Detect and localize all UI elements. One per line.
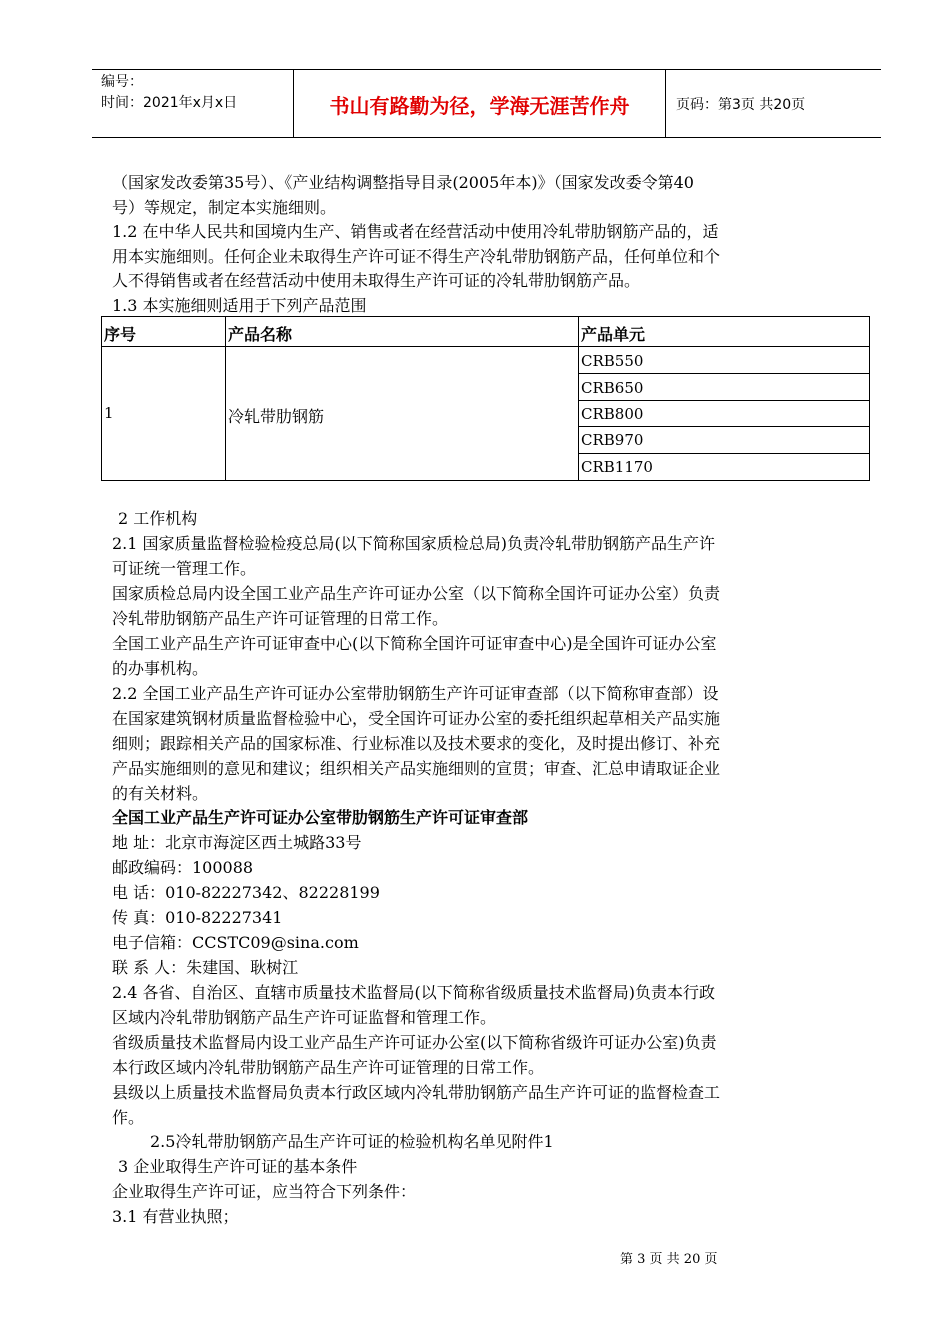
paragraph-line: 1.2 在中华人民共和国境内生产、销售或者在经营活动中使用冷轧带肋钢筋产品的，适 bbox=[112, 222, 719, 241]
header-page-label: 页码：第3页 共20页 bbox=[676, 97, 806, 113]
page-footer: 第 3 页 共 20 页 bbox=[620, 1252, 718, 1267]
table-cell-no: 1 bbox=[104, 404, 114, 422]
paragraph-line: 人不得销售或者在经营活动中使用未取得生产许可证的冷轧带肋钢筋产品。 bbox=[112, 271, 641, 290]
paragraph-line: 3.1 有营业执照； bbox=[112, 1207, 239, 1226]
paragraph-line: 2.1 国家质量监督检验检疫总局(以下简称国家质检总局)负责冷轧带肋钢筋产品生产许 bbox=[112, 534, 716, 553]
table-cell-unit: CRB1170 bbox=[581, 458, 653, 476]
number-label: 编号： bbox=[101, 74, 143, 90]
page-header bbox=[92, 69, 881, 138]
table-cell-name: 冷轧带肋钢筋 bbox=[228, 407, 325, 426]
paragraph-line: 国家质检总局内设全国工业产品生产许可证办公室（以下简称全国许可证办公室）负责 bbox=[112, 584, 721, 603]
table-cell-unit: CRB800 bbox=[581, 405, 644, 423]
paragraph-line: （国家发改委第35号）、《产业结构调整指导目录(2005年本)》（国家发改委令第40 bbox=[112, 173, 694, 192]
paragraph-line: 2.4 各省、自治区、直辖市质量技术监督局(以下简称省级质量技术监督局)负责本行政 bbox=[112, 983, 716, 1002]
section-heading: 2 工作机构 bbox=[118, 509, 198, 528]
paragraph-line: 作。 bbox=[112, 1108, 145, 1127]
paragraph-line: 本行政区域内冷轧带肋钢筋产品生产许可证管理的日常工作。 bbox=[112, 1058, 545, 1077]
paragraph-line: 全国工业产品生产许可证审查中心(以下简称全国许可证审查中心)是全国许可证办公室 bbox=[112, 634, 717, 653]
paragraph-line: 的有关材料。 bbox=[112, 784, 209, 803]
paragraph-line: 1.3 本实施细则适用于下列产品范围 bbox=[112, 296, 367, 315]
motto: 书山有路勤为径，学海无涯苦作舟 bbox=[329, 94, 630, 118]
table-cell-unit: CRB970 bbox=[581, 431, 644, 449]
product-table bbox=[101, 316, 870, 481]
phone-line: 电 话：010-82227342、82228199 bbox=[112, 883, 380, 902]
paragraph-line: 细则；跟踪相关产品的国家标准、行业标准以及技术要求的变化，及时提出修订、补充 bbox=[112, 734, 721, 753]
table-cell-unit: CRB550 bbox=[581, 352, 644, 370]
paragraph-line: 用本实施细则。任何企业未取得生产许可证不得生产冷轧带肋钢筋产品，任何单位和个 bbox=[112, 247, 721, 266]
paragraph-line: 可证统一管理工作。 bbox=[112, 559, 257, 578]
table-header-no: 序号 bbox=[104, 325, 137, 344]
table-cell-unit: CRB650 bbox=[581, 379, 644, 397]
email-line: 电子信箱：CCSTC09@sina.com bbox=[112, 933, 359, 952]
postcode-line: 邮政编码：100088 bbox=[112, 858, 254, 877]
paragraph-line: 省级质量技术监督局内设工业产品生产许可证办公室(以下简称省级许可证办公室)负责 bbox=[112, 1033, 717, 1052]
section-heading: 3 企业取得生产许可证的基本条件 bbox=[118, 1157, 358, 1176]
paragraph-line: 的办事机构。 bbox=[112, 659, 209, 678]
paragraph-line: 区域内冷轧带肋钢筋产品生产许可证监督和管理工作。 bbox=[112, 1008, 497, 1027]
contact-line: 联 系 人：朱建国、耿树江 bbox=[112, 958, 299, 977]
table-header-name: 产品名称 bbox=[228, 325, 293, 344]
address-line: 地 址：北京市海淀区西土城路33号 bbox=[112, 833, 362, 852]
fax-line: 传 真：010-82227341 bbox=[112, 908, 283, 927]
paragraph-line: 企业取得生产许可证，应当符合下列条件： bbox=[112, 1182, 417, 1201]
date-label: 时间：2021年x月x日 bbox=[101, 95, 238, 111]
paragraph-line: 2.5冷轧带肋钢筋产品生产许可证的检验机构名单见附件1 bbox=[150, 1132, 554, 1151]
header-divider bbox=[665, 70, 666, 137]
paragraph-line: 产品实施细则的意见和建议；组织相关产品实施细则的宣贯；审查、汇总申请取证企业 bbox=[112, 759, 721, 778]
paragraph-line: 冷轧带肋钢筋产品生产许可证管理的日常工作。 bbox=[112, 609, 449, 628]
paragraph-line: 县级以上质量技术监督局负责本行政区域内冷轧带肋钢筋产品生产许可证的监督检查工 bbox=[112, 1083, 721, 1102]
header-left bbox=[101, 72, 237, 114]
paragraph-line: 2.2 全国工业产品生产许可证办公室带肋钢筋生产许可证审查部（以下简称审查部）设 bbox=[112, 684, 719, 703]
table-header-unit: 产品单元 bbox=[581, 325, 646, 344]
bold-heading: 全国工业产品生产许可证办公室带肋钢筋生产许可证审查部 bbox=[112, 808, 529, 827]
paragraph-line: 在国家建筑钢材质量监督检验中心，受全国许可证办公室的委托组织起草相关产品实施 bbox=[112, 709, 721, 728]
paragraph-line: 号）等规定，制定本实施细则。 bbox=[112, 198, 337, 217]
